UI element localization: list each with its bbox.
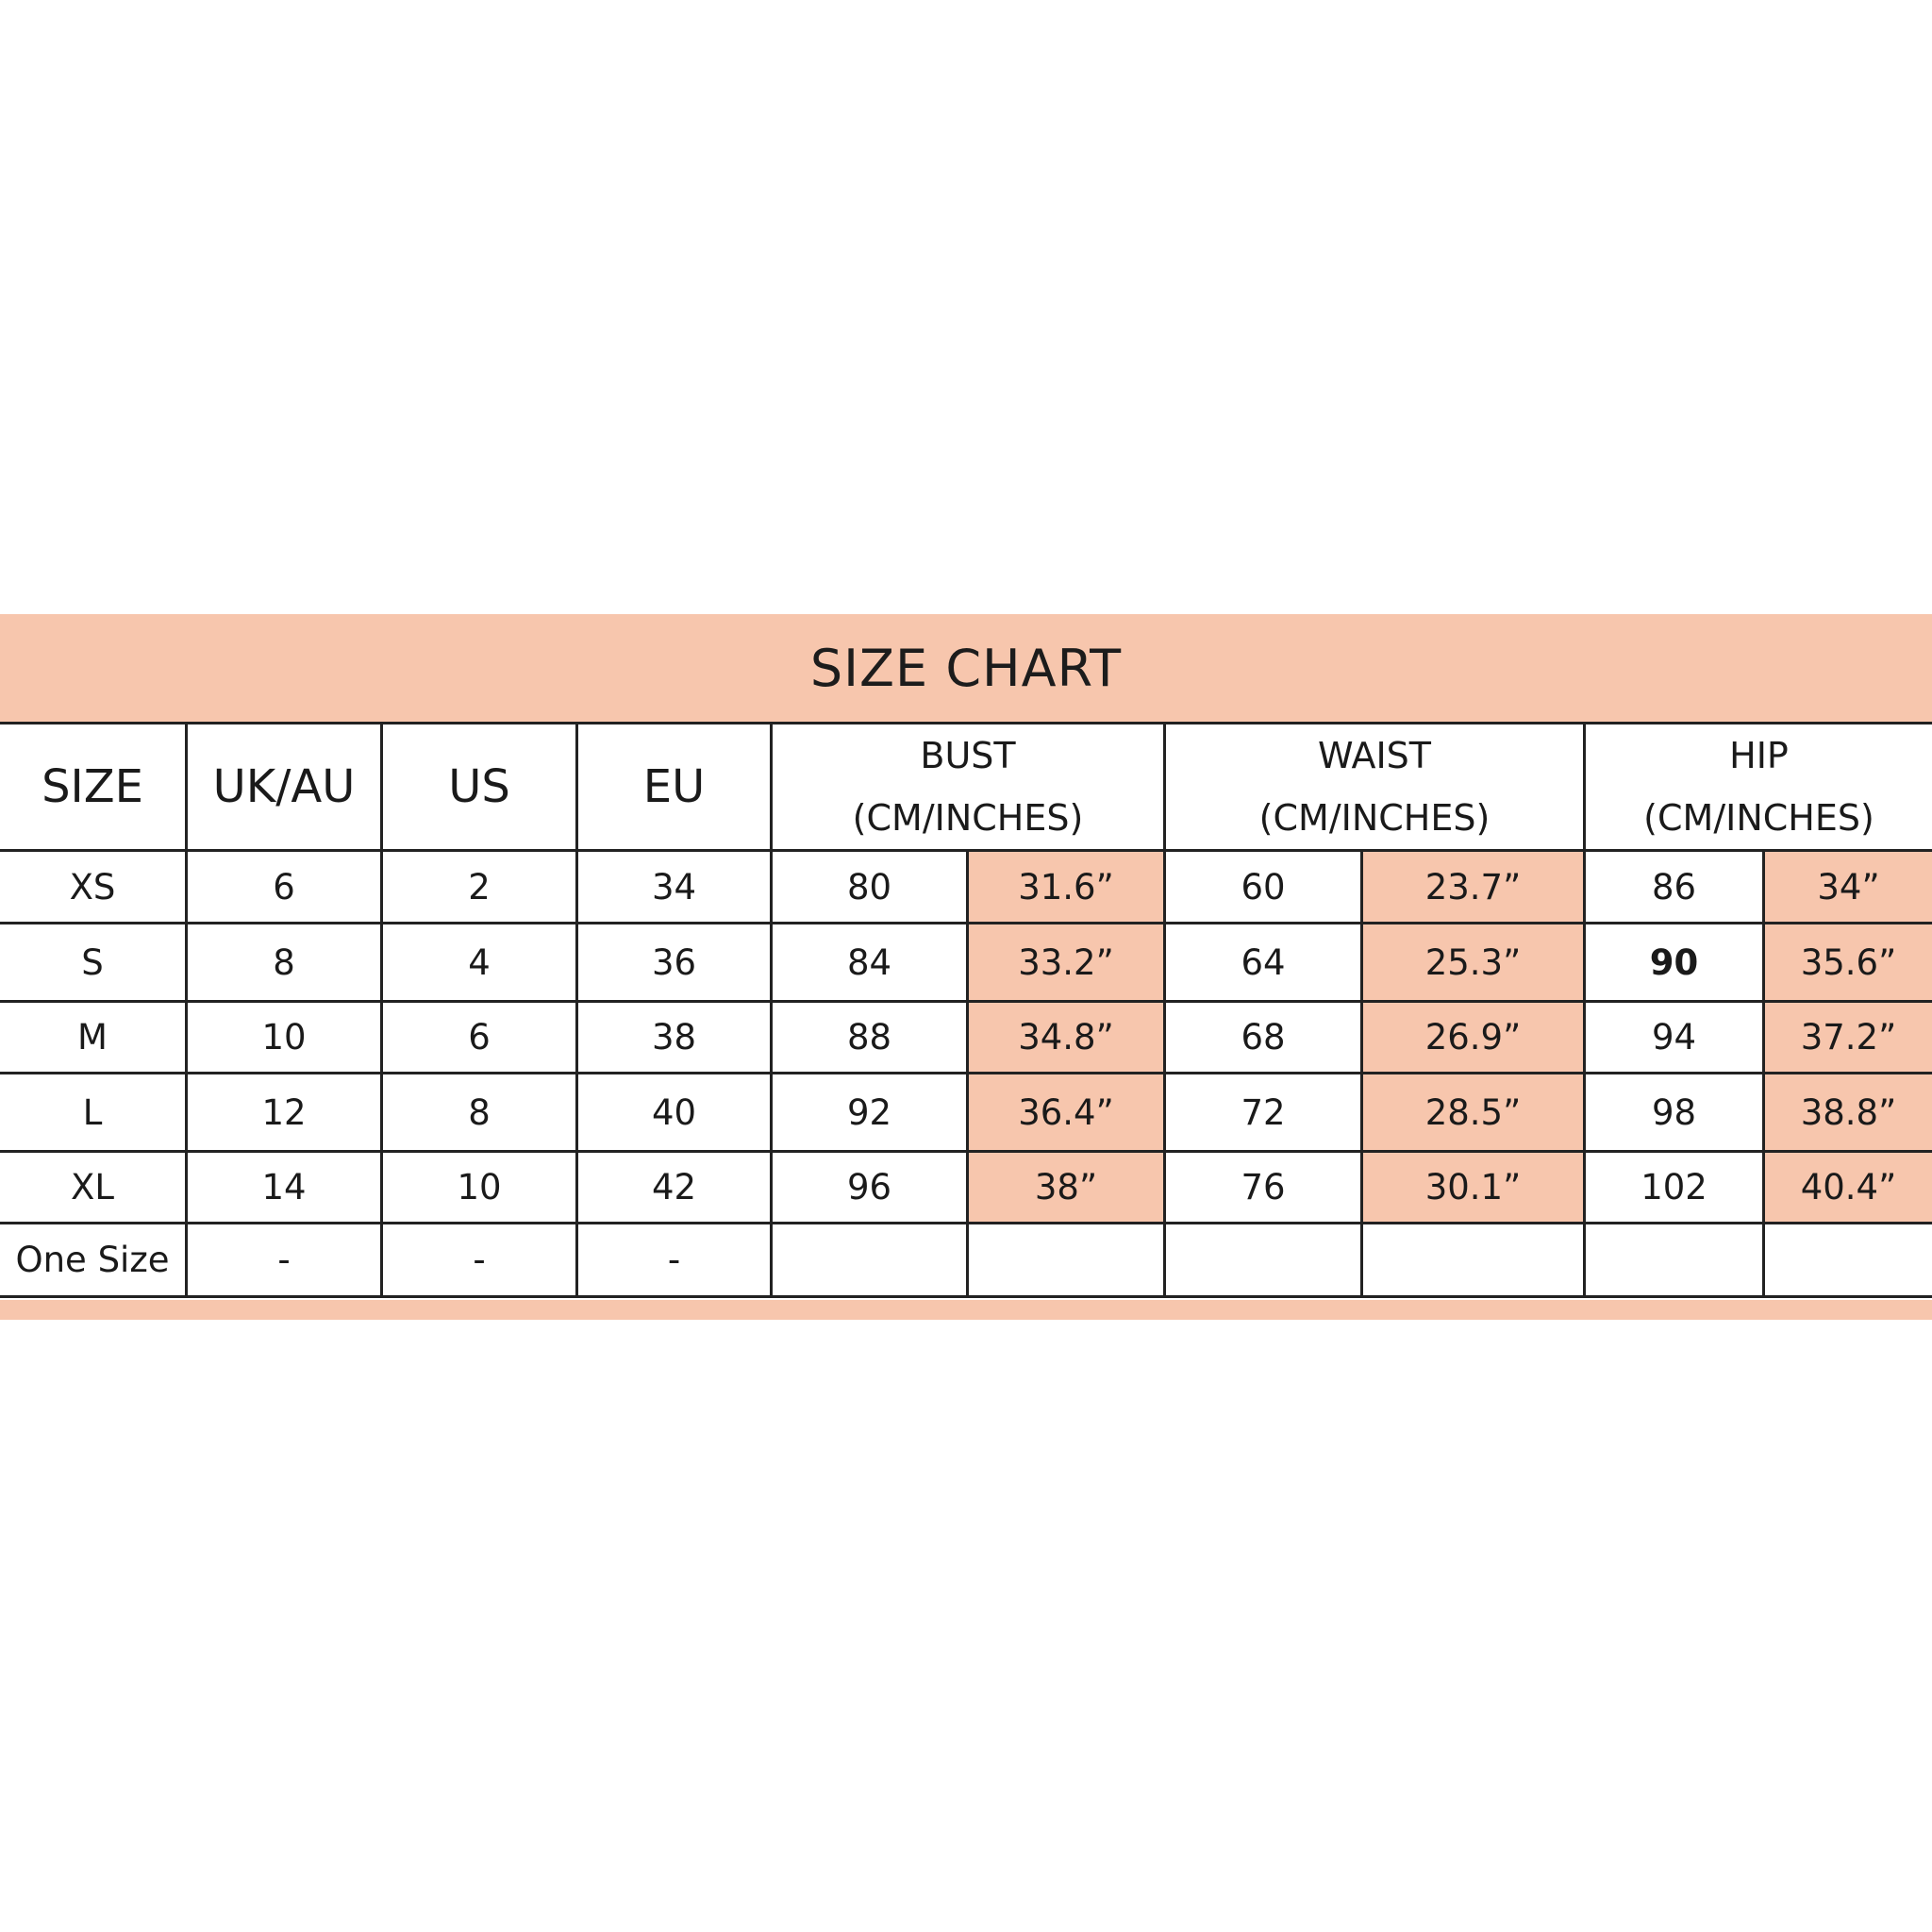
cell-size: L [0, 1074, 187, 1152]
cell-us: 6 [382, 1002, 577, 1074]
cell-eu: 38 [577, 1002, 772, 1074]
cell-us: 2 [382, 851, 577, 924]
table-row [0, 1074, 1932, 1152]
header-hip-units: (CM/INCHES) [1643, 797, 1874, 839]
header-row [0, 724, 1932, 851]
cell-size: S [0, 924, 187, 1002]
cell-uk-au: 8 [187, 924, 382, 1002]
cell-bust-cm [772, 1224, 968, 1297]
cell-bust-cm: 80 [772, 851, 968, 924]
cell-waist-cm: 68 [1165, 1002, 1362, 1074]
cell-uk-au: 12 [187, 1074, 382, 1152]
cell-hip-inches: 37.2” [1764, 1002, 1932, 1074]
chart-title: SIZE CHART [809, 638, 1123, 698]
cell-uk-au: - [187, 1224, 382, 1297]
cell-bust-cm: 96 [772, 1152, 968, 1224]
cell-waist-cm: 76 [1165, 1152, 1362, 1224]
cell-bust-inches: 31.6” [968, 851, 1165, 924]
cell-waist-inches: 23.7” [1362, 851, 1585, 924]
cell-eu: 42 [577, 1152, 772, 1224]
header-bust-label: BUST [920, 735, 1016, 776]
cell-waist-inches: 26.9” [1362, 1002, 1585, 1074]
cell-uk-au: 6 [187, 851, 382, 924]
cell-eu: 36 [577, 924, 772, 1002]
cell-hip-inches: 40.4” [1764, 1152, 1932, 1224]
cell-hip-cm: 94 [1585, 1002, 1764, 1074]
cell-bust-inches: 34.8” [968, 1002, 1165, 1074]
cell-waist-inches: 28.5” [1362, 1074, 1585, 1152]
cell-waist-cm [1165, 1224, 1362, 1297]
cell-uk-au: 14 [187, 1152, 382, 1224]
cell-waist-inches: 30.1” [1362, 1152, 1585, 1224]
header-hip [1585, 724, 1932, 851]
cell-bust-cm: 84 [772, 924, 968, 1002]
cell-bust-cm: 88 [772, 1002, 968, 1074]
cell-us: - [382, 1224, 577, 1297]
cell-size: One Size [0, 1224, 187, 1297]
cell-hip-cm: 86 [1585, 851, 1764, 924]
table-row [0, 1224, 1932, 1297]
cell-bust-inches [968, 1224, 1165, 1297]
cell-waist-cm: 64 [1165, 924, 1362, 1002]
cell-hip-inches: 35.6” [1764, 924, 1932, 1002]
cell-eu: - [577, 1224, 772, 1297]
table-row [0, 1152, 1932, 1224]
cell-us: 4 [382, 924, 577, 1002]
cell-waist-inches [1362, 1224, 1585, 1297]
header-hip-label: HIP [1729, 735, 1789, 776]
cell-size: M [0, 1002, 187, 1074]
cell-hip-cm: 90 [1585, 924, 1764, 1002]
cell-hip-cm: 98 [1585, 1074, 1764, 1152]
size-chart-table [0, 722, 1932, 1298]
table-row [0, 1002, 1932, 1074]
header-waist-label: WAIST [1317, 735, 1432, 776]
header-uk-au: UK/AU [187, 724, 382, 851]
cell-waist-cm: 60 [1165, 851, 1362, 924]
cell-bust-inches: 33.2” [968, 924, 1165, 1002]
cell-bust-inches: 38” [968, 1152, 1165, 1224]
header-eu: EU [577, 724, 772, 851]
cell-waist-cm: 72 [1165, 1074, 1362, 1152]
table-row [0, 851, 1932, 924]
cell-hip-inches: 38.8” [1764, 1074, 1932, 1152]
header-waist-units: (CM/INCHES) [1258, 797, 1491, 839]
cell-size: XL [0, 1152, 187, 1224]
cell-waist-inches: 25.3” [1362, 924, 1585, 1002]
header-bust [772, 724, 1165, 851]
cell-hip-inches [1764, 1224, 1932, 1297]
cell-us: 10 [382, 1152, 577, 1224]
header-size: SIZE [0, 724, 187, 851]
header-bust-units: (CM/INCHES) [852, 797, 1084, 839]
cell-bust-inches: 36.4” [968, 1074, 1165, 1152]
header-waist [1165, 724, 1585, 851]
table-row [0, 924, 1932, 1002]
cell-hip-inches: 34” [1764, 851, 1932, 924]
cell-bust-cm: 92 [772, 1074, 968, 1152]
cell-hip-cm [1585, 1224, 1764, 1297]
cell-us: 8 [382, 1074, 577, 1152]
cell-eu: 34 [577, 851, 772, 924]
cell-uk-au: 10 [187, 1002, 382, 1074]
header-us: US [382, 724, 577, 851]
cell-eu: 40 [577, 1074, 772, 1152]
cell-size: XS [0, 851, 187, 924]
cell-hip-cm: 102 [1585, 1152, 1764, 1224]
